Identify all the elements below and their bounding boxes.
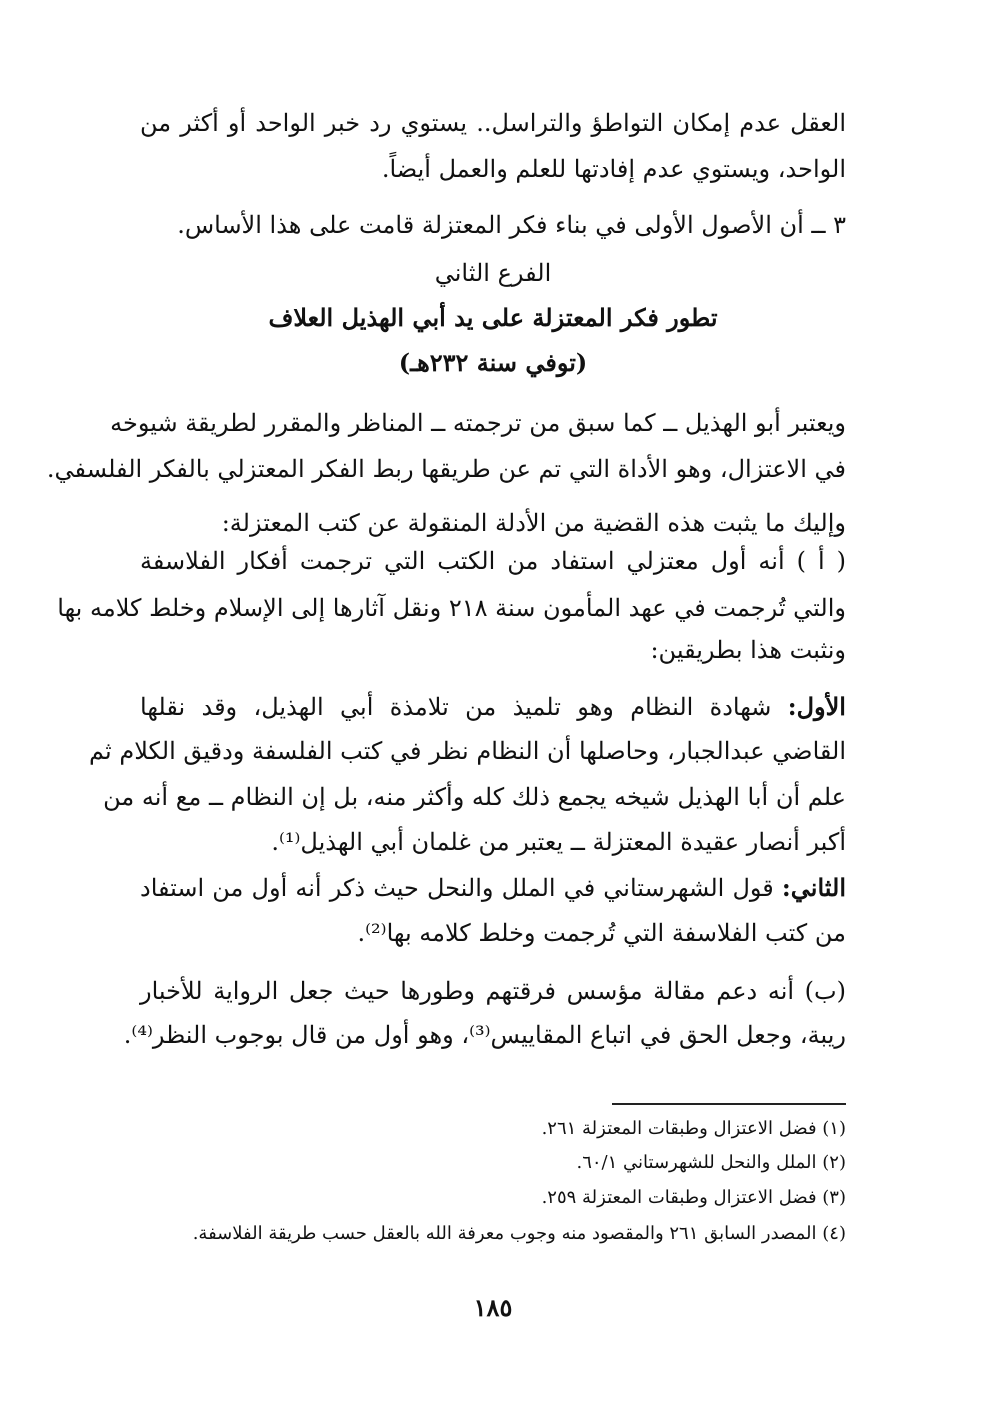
first-method-label: الأول:	[787, 692, 846, 721]
body-line-9: ونثبت هذا بطريقين:	[650, 636, 846, 664]
body-line-10	[140, 687, 846, 727]
footnote-2: (٢) الملل والنحل للشهرستاني ٦٠/١.	[576, 1152, 846, 1173]
footnote-3: (٣) فضل الاعتزال وطبقات المعتزلة ٢٥٩.	[541, 1187, 846, 1208]
body-line-7: ( أ ) أنه أول معتزلي استفاد من الكتب التي ترجمت أفكار الفلاسفة	[140, 547, 846, 575]
body-line-8: والتي تُرجمت في عهد المأمون سنة ٢١٨ ونقل آثارها إلى الإسلام وخلط كلامه بها	[57, 594, 846, 622]
footnote-separator	[612, 1103, 846, 1105]
second-method-text: قول الشهرستاني في الملل والنحل حيث ذكر أنه أول من استفاد	[140, 874, 774, 902]
section-branch: الفرع الثاني	[434, 259, 552, 287]
footnote-1: (١) فضل الاعتزال وطبقات المعتزلة ٢٦١.	[541, 1118, 846, 1139]
body-line-11: القاضي عبدالجبار، وحاصلها أن النظام نظر في كتب الفلسفة ودقيق الكلام ثم	[89, 737, 846, 765]
body-line-13: أكبر أنصار عقيدة المعتزلة ــ يعتبر من غلمان أبي الهذيل⁽¹⁾.	[271, 828, 846, 856]
body-line-12: علم أن أبا الهذيل شيخه يجمع ذلك كله وأكثر منه، بل إن النظام ــ مع أنه من	[103, 783, 846, 811]
body-line-15: من كتب الفلاسفة التي تُرجمت وخلط كلامه بها⁽²⁾.	[357, 919, 846, 947]
body-line-6: وإليك ما يثبت هذه القضية من الأدلة المنقولة عن كتب المعتزلة:	[221, 509, 846, 537]
section-death-note: (توفي سنة ٢٣٢هـ)	[398, 348, 588, 377]
first-method-text: شهادة النظام وهو تلميذ من تلامذة أبي الهذيل، وقد نقلها	[140, 693, 772, 721]
body-line-5: في الاعتزال، وهو الأداة التي تم عن طريقها ربط الفكر المعتزلي بالفكر الفلسفي.	[46, 455, 846, 483]
section-title: تطور فكر المعتزلة على يد أبي الهذيل العلاف	[268, 303, 718, 332]
body-line-4: ويعتبر أبو الهذيل ــ كما سبق من ترجمته ــ المناظر والمقرر لطريقة شيوخه	[110, 409, 846, 437]
body-line-1: العقل عدم إمكان التواطؤ والتراسل.. يستوي رد خبر الواحد أو أكثر من	[140, 109, 846, 137]
body-line-14	[140, 868, 846, 908]
page-number: ١٨٥	[473, 1293, 513, 1322]
second-method-label: الثاني:	[781, 873, 846, 902]
body-line-16: (ب) أنه دعم مقالة مؤسس فرقتهم وطورها حيث جعل الرواية للأخبار	[140, 977, 846, 1005]
body-line-17: ريبة، وجعل الحق في اتباع المقاييس⁽³⁾، وهو أول من قال بوجوب النظر⁽⁴⁾.	[123, 1021, 846, 1049]
body-line-2: الواحد، ويستوي عدم إفادتها للعلم والعمل أيضاً.	[381, 155, 846, 183]
body-line-3: ٣ ــ أن الأصول الأولى في بناء فكر المعتزلة قامت على هذا الأساس.	[177, 211, 846, 239]
footnote-4: (٤) المصدر السابق ٢٦١ والمقصود منه وجوب معرفة الله بالعقل حسب طريقة الفلاسفة.	[192, 1223, 846, 1244]
